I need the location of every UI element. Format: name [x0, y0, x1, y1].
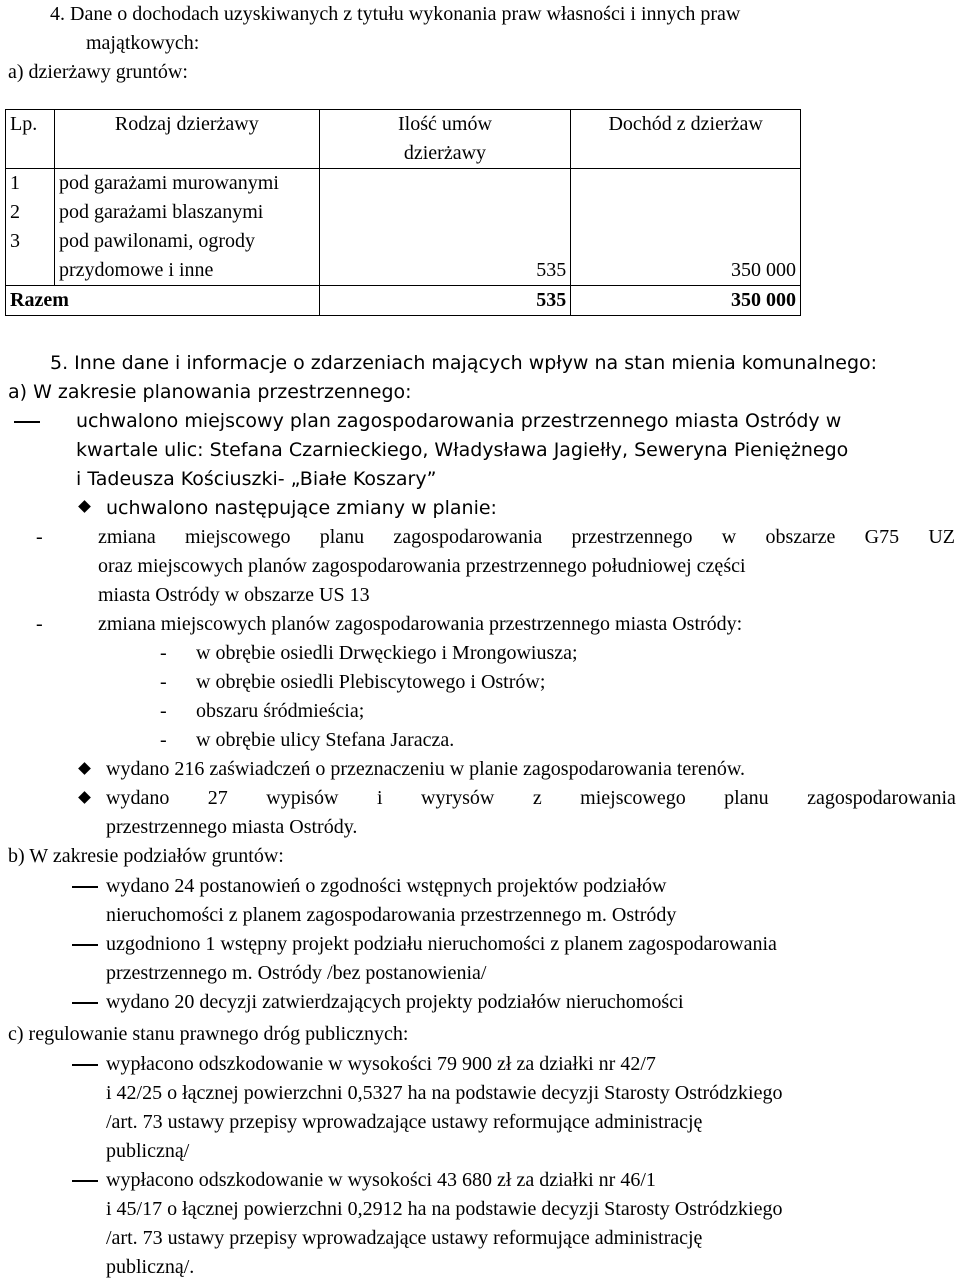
a4-line1 [106, 784, 956, 813]
b1-line1: wydano 24 postanowień o zgodności wstępnych projektów podziałów [106, 875, 667, 897]
hyphen-bullet: - [160, 729, 167, 751]
a2b-text: zmiana miejscowych planów zagospodarowania przestrzennego miasta Ostródy: [98, 613, 743, 635]
dash-bullet [72, 1064, 98, 1066]
row-type [54, 227, 319, 286]
header-count-line1: Ilość umów [398, 113, 492, 135]
hyphen-bullet: - [36, 613, 43, 635]
word: UZ [928, 526, 955, 548]
word: G75 [864, 526, 900, 548]
c1-line4: publiczną/ [106, 1140, 190, 1162]
dash-bullet [72, 944, 98, 946]
dash-bullet [72, 1180, 98, 1182]
c1-line1: wypłacono odszkodowanie w wysokości 79 900 zł za działki nr 42/7 [106, 1053, 656, 1075]
row-type: pod garażami blaszanymi [54, 198, 319, 227]
subsection-a-heading: a) dzierżawy gruntów: [8, 61, 188, 83]
word: z [532, 787, 542, 809]
c2-line4: publiczną/. [106, 1256, 195, 1278]
header-count [319, 110, 571, 169]
a2b-item: w obrębie osiedli Drwęckiego i Mrongowiusza; [196, 642, 578, 664]
b3-text: wydano 20 decyzji zatwierdzających projekty podziałów nieruchomości [106, 991, 684, 1013]
word: planu [319, 526, 365, 548]
a4-line2: przestrzennego miasta Ostródy. [106, 816, 358, 838]
dash-bullet [72, 1002, 98, 1004]
table-header-row [6, 110, 801, 169]
subsection-b-divisions: b) W zakresie podziałów gruntów: [8, 845, 284, 867]
hyphen-bullet: - [160, 671, 167, 693]
row-income [571, 169, 801, 199]
word: przestrzennego [571, 526, 693, 548]
a2a-line1 [98, 523, 955, 552]
lease-income-table [5, 109, 801, 316]
word: planu [724, 787, 769, 809]
subsection-a-planning: a) W zakresie planowania przestrzennego: [8, 381, 412, 403]
dash-bullet [72, 886, 98, 888]
a2a-line2: oraz miejscowych planów zagospodarowania przestrzennego południowej części [98, 555, 746, 577]
table-row [6, 227, 801, 286]
a2b-item: w obrębie ulicy Stefana Jaracza. [196, 729, 455, 751]
total-income: 350 000 [571, 286, 801, 316]
subsection-c-roads: c) regulowanie stanu prawnego dróg publicznych: [8, 1023, 409, 1045]
word: 27 [207, 787, 228, 809]
total-count: 535 [319, 286, 571, 316]
section-5-heading: 5. Inne dane i informacje o zdarzeniach mających wpływ na stan mienia komunalnego: [50, 352, 878, 374]
word: zmiana [98, 526, 156, 548]
b2-line2: przestrzennego m. Ostródy /bez postanowienia/ [106, 962, 487, 984]
c2-line3: /art. 73 ustawy przepisy wprowadzające ustawy reformujące administrację [106, 1227, 703, 1249]
a3-text: wydano 216 zaświadczeń o przeznaczeniu w planie zagospodarowania terenów. [106, 758, 745, 780]
word: wypisów [266, 787, 339, 809]
table-total-row [6, 286, 801, 316]
word: miejscowego [580, 787, 686, 809]
section-4-heading-cont: majątkowych: [86, 32, 200, 54]
a1-line2: kwartale ulic: Stefana Czarnieckiego, Władysława Jagiełły, Seweryna Pieniężnego [76, 439, 849, 461]
word: obszarze [765, 526, 836, 548]
row-type-line1: pod pawilonami, ogrody [58, 230, 256, 252]
header-income: Dochód z dzierżaw [571, 110, 801, 169]
diamond-bullet-icon [78, 791, 91, 804]
word: w [721, 526, 737, 548]
word: zagospodarowania [393, 526, 543, 548]
word: wyrysów [421, 787, 495, 809]
c2-line2: i 45/17 o łącznej powierzchni 0,2912 ha na podstawie decyzji Starosty Ostródzkiego [106, 1198, 783, 1220]
b1-line2: nieruchomości z planem zagospodarowania przestrzennego m. Ostródy [106, 904, 677, 926]
row-count [319, 198, 571, 227]
total-label: Razem [6, 286, 320, 316]
row-count: 535 [319, 227, 571, 286]
a2b-item: obszaru śródmieścia; [196, 700, 365, 722]
header-lp: Lp. [6, 110, 55, 169]
a2b-item: w obrębie osiedli Plebiscytowego i Ostrów; [196, 671, 546, 693]
c2-line1: wypłacono odszkodowanie w wysokości 43 680 zł za działki nr 46/1 [106, 1169, 656, 1191]
row-income [571, 198, 801, 227]
a2a-line3: miasta Ostródy w obszarze US 13 [98, 584, 370, 606]
row-type: pod garażami murowanymi [54, 169, 319, 199]
row-count [319, 169, 571, 199]
a1-line1: uchwalono miejscowy plan zagospodarowania przestrzennego miasta Ostródy w [76, 410, 842, 432]
dash-bullet [14, 421, 40, 423]
word: zagospodarowania [807, 787, 956, 809]
table-row [6, 169, 801, 199]
row-type-line2: przydomowe i inne [58, 259, 214, 281]
row-income: 350 000 [571, 227, 801, 286]
header-count-line2: dzierżawy [403, 142, 487, 164]
header-type: Rodzaj dzierżawy [54, 110, 319, 169]
word: i [376, 787, 383, 809]
section-4-heading: 4. Dane o dochodach uzyskiwanych z tytułu wykonania praw własności i innych praw [50, 3, 741, 25]
a1-line3: i Tadeusza Kościuszki- „Białe Koszary” [76, 468, 437, 490]
hyphen-bullet: - [160, 700, 167, 722]
word: miejscowego [184, 526, 291, 548]
row-lp: 3 [6, 227, 55, 286]
c1-line2: i 42/25 o łącznej powierzchni 0,5327 ha na podstawie decyzji Starosty Ostródzkiego [106, 1082, 783, 1104]
diamond-bullet-icon [78, 500, 91, 513]
row-lp: 2 [6, 198, 55, 227]
hyphen-bullet: - [36, 526, 43, 548]
c1-line3: /art. 73 ustawy przepisy wprowadzające ustawy reformujące administrację [106, 1111, 703, 1133]
a2-text: uchwalono następujące zmiany w planie: [106, 497, 497, 519]
hyphen-bullet: - [160, 642, 167, 664]
diamond-bullet-icon [78, 762, 91, 775]
table-row [6, 198, 801, 227]
b2-line1: uzgodniono 1 wstępny projekt podziału nieruchomości z planem zagospodarowania [106, 933, 777, 955]
row-lp: 1 [6, 169, 55, 199]
word: wydano [106, 787, 170, 809]
